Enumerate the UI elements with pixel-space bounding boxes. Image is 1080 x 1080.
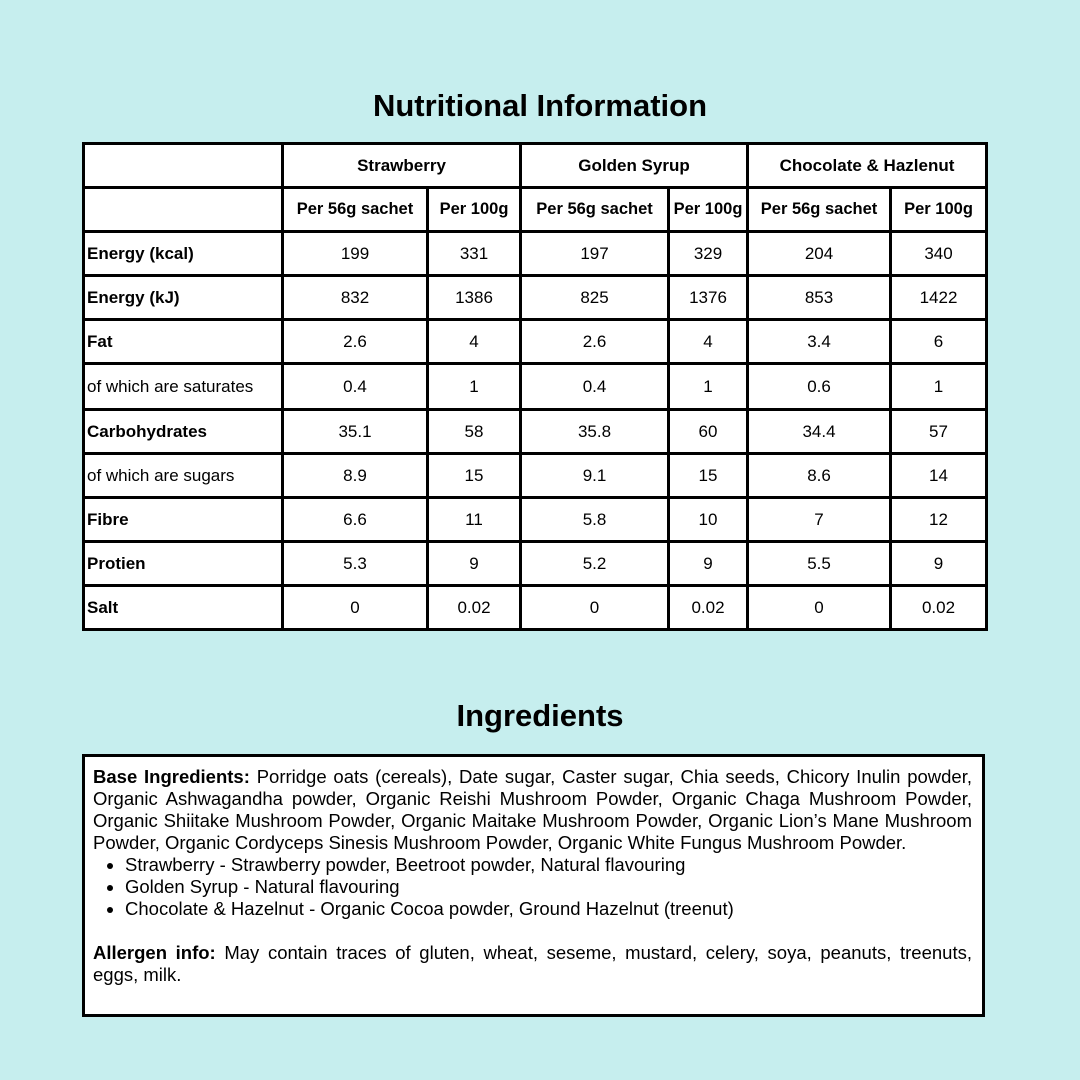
value-cell: 0 (521, 586, 669, 630)
base-ingredients-label: Base Ingredients: (93, 766, 250, 787)
row-label: Fibre (84, 498, 283, 542)
serving-header: Per 56g sachet (748, 188, 891, 232)
row-label: Protien (84, 542, 283, 586)
value-cell: 4 (669, 320, 748, 364)
value-cell: 5.2 (521, 542, 669, 586)
list-item: • Strawberry - Strawberry powder, Beetroot powder, Natural flavouring (125, 854, 972, 876)
flavour-header: Strawberry (283, 144, 521, 188)
value-cell: 5.3 (283, 542, 428, 586)
flavour-header-row (84, 144, 987, 188)
table-row (84, 320, 987, 364)
value-cell: 15 (428, 454, 521, 498)
value-cell: 0.02 (891, 586, 987, 630)
value-cell: 2.6 (283, 320, 428, 364)
nutrition-title: Nutritional Information (372, 88, 708, 123)
row-label: of which are saturates (84, 364, 283, 410)
value-cell: 4 (428, 320, 521, 364)
value-cell: 9 (891, 542, 987, 586)
value-cell: 58 (428, 410, 521, 454)
value-cell: 6.6 (283, 498, 428, 542)
list-item: • Chocolate & Hazelnut - Organic Cocoa powder, Ground Hazelnut (treenut) (125, 898, 972, 920)
row-label: Salt (84, 586, 283, 630)
allergen-info (93, 942, 972, 986)
value-cell: 853 (748, 276, 891, 320)
value-cell: 34.4 (748, 410, 891, 454)
value-cell: 0.4 (521, 364, 669, 410)
value-cell: 340 (891, 232, 987, 276)
value-cell: 832 (283, 276, 428, 320)
flavour-header: Chocolate & Hazlenut (748, 144, 987, 188)
table-row (84, 410, 987, 454)
ingredients-box (82, 754, 985, 1017)
serving-header: Per 56g sachet (283, 188, 428, 232)
row-label: of which are sugars (84, 454, 283, 498)
value-cell: 8.9 (283, 454, 428, 498)
table-row (84, 364, 987, 410)
serving-header: Per 56g sachet (521, 188, 669, 232)
value-cell: 1422 (891, 276, 987, 320)
serving-header: Per 100g (428, 188, 521, 232)
serving-header-row (84, 188, 987, 232)
table-row (84, 232, 987, 276)
value-cell: 204 (748, 232, 891, 276)
value-cell: 7 (748, 498, 891, 542)
nutrition-table (82, 142, 988, 631)
corner-cell (84, 188, 283, 232)
allergen-label: Allergen info: (93, 942, 216, 963)
value-cell: 9.1 (521, 454, 669, 498)
value-cell: 1 (669, 364, 748, 410)
table-row (84, 542, 987, 586)
value-cell: 35.8 (521, 410, 669, 454)
value-cell: 0.02 (669, 586, 748, 630)
value-cell: 14 (891, 454, 987, 498)
value-cell: 5.5 (748, 542, 891, 586)
serving-header: Per 100g (669, 188, 748, 232)
serving-header: Per 100g (891, 188, 987, 232)
value-cell: 1376 (669, 276, 748, 320)
value-cell: 35.1 (283, 410, 428, 454)
value-cell: 15 (669, 454, 748, 498)
list-item: • Golden Syrup - Natural flavouring (125, 876, 972, 898)
value-cell: 197 (521, 232, 669, 276)
value-cell: 1 (428, 364, 521, 410)
ingredients-title: Ingredients (456, 698, 624, 733)
value-cell: 3.4 (748, 320, 891, 364)
value-cell: 0 (283, 586, 428, 630)
row-label: Energy (kJ) (84, 276, 283, 320)
base-ingredients (93, 766, 972, 854)
flavour-header: Golden Syrup (521, 144, 748, 188)
value-cell: 0.6 (748, 364, 891, 410)
value-cell: 0 (748, 586, 891, 630)
table-row (84, 276, 987, 320)
row-label: Carbohydrates (84, 410, 283, 454)
value-cell: 5.8 (521, 498, 669, 542)
table-row (84, 498, 987, 542)
value-cell: 199 (283, 232, 428, 276)
value-cell: 9 (669, 542, 748, 586)
flavour-list (93, 854, 972, 920)
value-cell: 12 (891, 498, 987, 542)
value-cell: 329 (669, 232, 748, 276)
corner-cell (84, 144, 283, 188)
value-cell: 60 (669, 410, 748, 454)
value-cell: 8.6 (748, 454, 891, 498)
value-cell: 1 (891, 364, 987, 410)
row-label: Energy (kcal) (84, 232, 283, 276)
value-cell: 6 (891, 320, 987, 364)
allergen-text: May contain traces of gluten, wheat, seseme, mustard, celery, soya, peanuts, treenuts, eggs, milk. (93, 942, 972, 985)
value-cell: 57 (891, 410, 987, 454)
value-cell: 0.4 (283, 364, 428, 410)
value-cell: 2.6 (521, 320, 669, 364)
value-cell: 10 (669, 498, 748, 542)
value-cell: 331 (428, 232, 521, 276)
table-row (84, 586, 987, 630)
value-cell: 9 (428, 542, 521, 586)
table-row (84, 454, 987, 498)
base-ingredients-text: Porridge oats (cereals), Date sugar, Caster sugar, Chia seeds, Chicory Inulin powder, Organic Ashwagandha powder, Organic Reishi Mushroom Powder, Organic Chaga Mushroom Powder, Organic Shiitake Mushroom Powder, Organic Maitake Mushroom Powder, Organic Lion’s Mane Mushroom Powder, Organic Cordyceps Sinesis Mushroom Powder, Organic White Fungus Mushroom Powder. (93, 766, 972, 853)
value-cell: 825 (521, 276, 669, 320)
value-cell: 0.02 (428, 586, 521, 630)
value-cell: 1386 (428, 276, 521, 320)
value-cell: 11 (428, 498, 521, 542)
row-label: Fat (84, 320, 283, 364)
